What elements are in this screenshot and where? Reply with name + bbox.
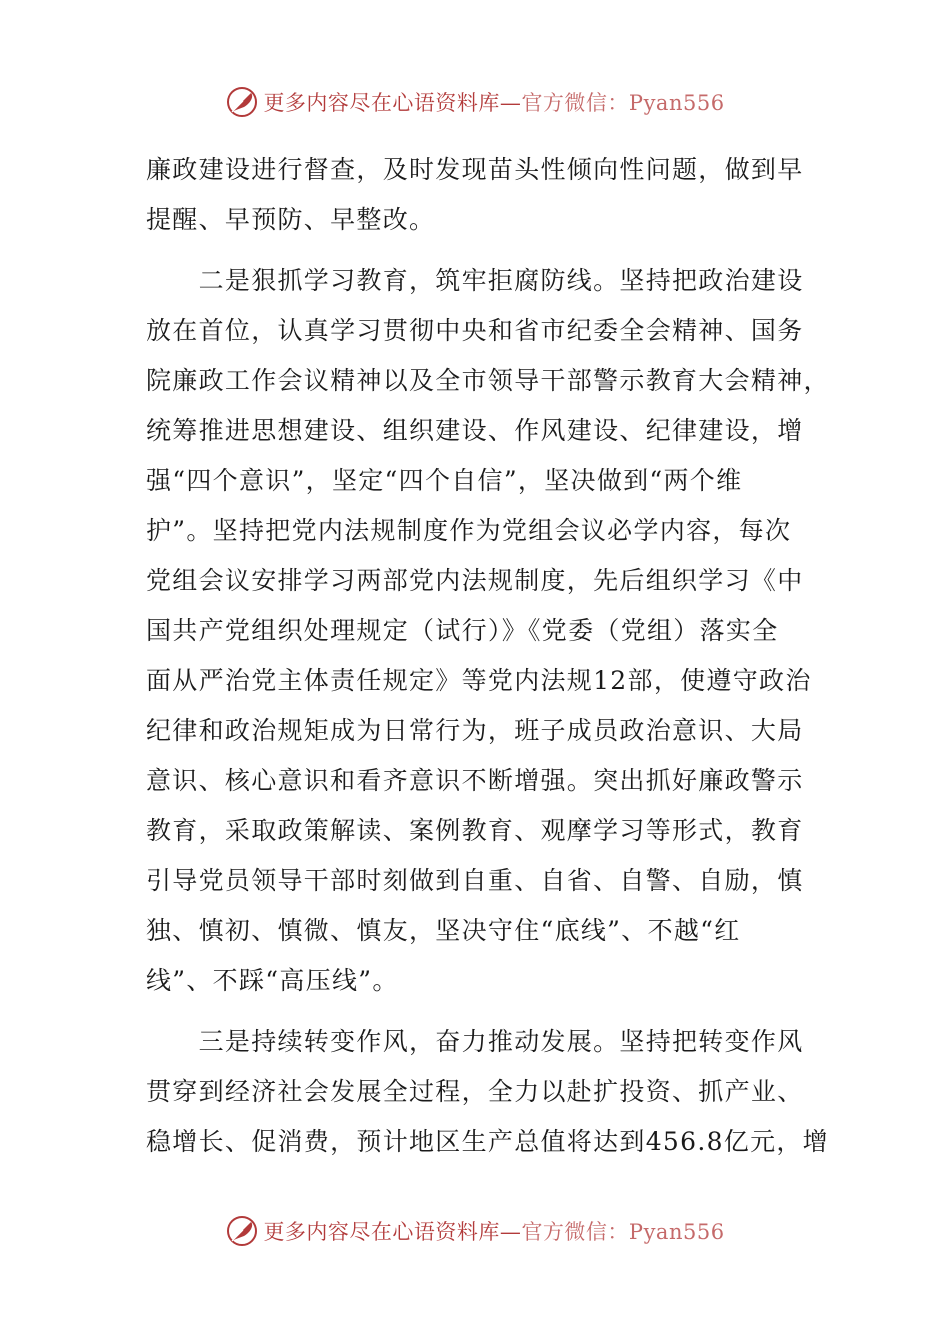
text-line: 护”。坚持把党内法规制度作为党组会议必学内容，每次 [146,516,792,545]
text-line: 三是持续转变作风，奋力推动发展。坚持把转变作风 [146,1027,804,1056]
text-line: 二是狠抓学习教育，筑牢拒腐防线。坚持把政治建设 [146,266,804,295]
text-line: 纪律和政治规矩成为日常行为，班子成员政治意识、大局 [146,716,804,745]
quill-logo-icon [225,85,259,119]
paragraph-3 [146,1017,829,1167]
watermark-wechat-text: 官方微信：Pyan556 [521,1220,725,1244]
text-line: 院廉政工作会议精神以及全市领导干部警示教育大会精神， [146,366,830,395]
text-line: 廉政建设进行督查，及时发现苗头性倾向性问题，做到早 [146,155,804,184]
quill-logo-icon [225,1214,259,1248]
text-line: 独、慎初、慎微、慎友，坚决守住“底线”、不越“红 [146,916,741,945]
document-body [146,145,830,1167]
watermark-banner-top [0,82,950,122]
paragraph-1 [146,145,818,245]
text-line: 提醒、早预防、早整改。 [146,205,436,234]
watermark-text [263,1216,724,1246]
text-line: 贯穿到经济社会发展全过程，全力以赴扩投资、抓产业、 [146,1077,804,1106]
text-line: 强“四个意识”，坚定“四个自信”，坚决做到“两个维 [146,466,743,495]
text-line: 稳增长、促消费，预计地区生产总值将达到456.8亿元，增 [146,1127,829,1156]
text-line: 线”、不踩“高压线”。 [146,966,399,995]
watermark-site-text: 更多内容尽在心语资料库— [263,1220,522,1244]
text-line: 党组会议安排学习两部党内法规制度，先后组织学习《中 [146,566,804,595]
watermark-text [263,87,724,117]
text-line: 意识、核心意识和看齐意识不断增强。突出抓好廉政警示 [146,766,804,795]
watermark-site-text: 更多内容尽在心语资料库— [263,91,522,115]
text-line: 教育，采取政策解读、案例教育、观摩学习等形式，教育 [146,816,804,845]
text-line: 面从严治党主体责任规定》等党内法规12部，使遵守政治 [146,666,812,695]
text-line: 统筹推进思想建设、组织建设、作风建设、纪律建设，增 [146,416,804,445]
text-line: 引导党员领导干部时刻做到自重、自省、自警、自励，慎 [146,866,804,895]
paragraph-2 [146,256,830,1006]
watermark-banner-bottom [0,1211,950,1251]
text-line: 国共产党组织处理规定（试行）》《党委（党组）落实全 [146,616,779,645]
text-line: 放在首位，认真学习贯彻中央和省市纪委全会精神、国务 [146,316,804,345]
watermark-wechat-text: 官方微信：Pyan556 [521,91,725,115]
